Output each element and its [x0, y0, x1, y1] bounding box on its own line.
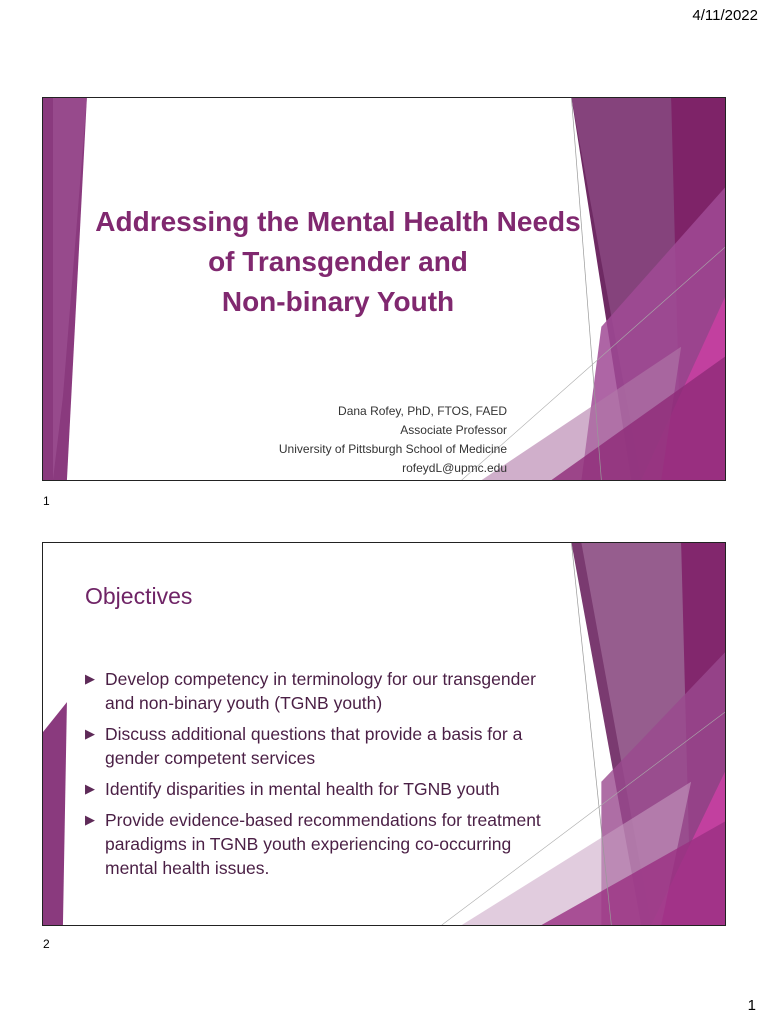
bullet-arrow-icon: ▶ [85, 781, 95, 796]
slide-1-title-line-3: Non-binary Youth [221, 286, 455, 317]
list-item: ▶ Identify disparities in mental health for TGNB youth [85, 779, 500, 799]
objectives-list [85, 667, 555, 887]
author-email: rofeydL@upmc.edu [402, 461, 507, 475]
list-item: ▶ Discuss additional questions that provide a basis for a gender competent services [85, 724, 523, 768]
slide-2-title: Objectives [85, 583, 193, 609]
bullet-arrow-icon: ▶ [85, 671, 95, 686]
slide-1-byline [279, 402, 507, 478]
slide-1 [42, 97, 726, 481]
bullet-arrow-icon: ▶ [85, 726, 95, 741]
slide-1-number: 1 [43, 494, 50, 508]
bullet-arrow-icon: ▶ [85, 812, 95, 827]
slide-1-title-line-2: of Transgender and [208, 246, 468, 277]
slide-1-title [73, 202, 603, 322]
author-role: Associate Professor [400, 423, 507, 437]
print-date: 4/11/2022 [692, 7, 758, 24]
author-affiliation: University of Pittsburgh School of Medicine [278, 442, 507, 456]
list-item: ▶ Provide evidence-based recommendations for treatment paradigms in TGNB youth experiencing co-occurring mental health issues. [85, 810, 541, 878]
slide-2-number: 2 [43, 937, 50, 951]
slide-1-title-line-1: Addressing the Mental Health Needs [95, 206, 581, 237]
page-number: 1 [747, 997, 756, 1014]
author-name: Dana Rofey, PhD, FTOS, FAED [338, 404, 507, 418]
slide-2 [42, 542, 726, 926]
list-item: ▶ Develop competency in terminology for our transgender and non-binary youth (TGNB youth) [85, 669, 536, 713]
